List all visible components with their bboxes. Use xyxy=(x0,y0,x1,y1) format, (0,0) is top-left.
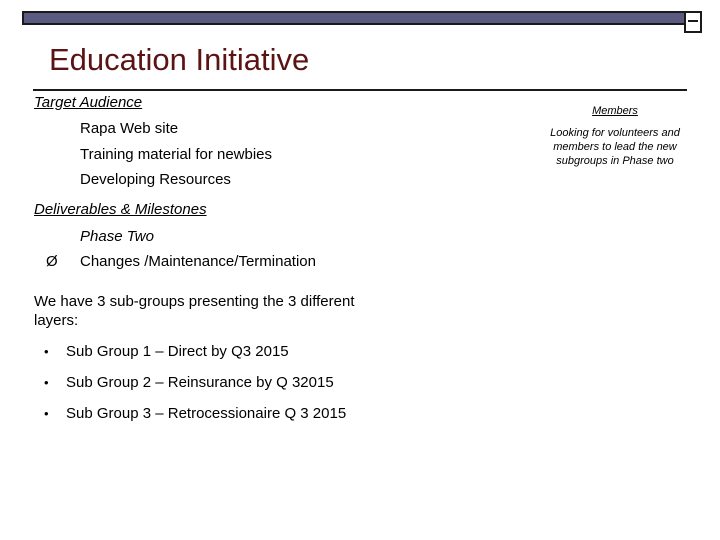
deliverables-heading: Deliverables & Milestones xyxy=(34,201,207,218)
header-bar xyxy=(22,11,702,25)
bullet-icon: • xyxy=(44,406,49,421)
header-corner-box xyxy=(684,11,702,33)
slide-title: Education Initiative xyxy=(49,42,310,77)
target-audience-item: Rapa Web site xyxy=(80,120,179,137)
members-note xyxy=(525,126,705,168)
subgroup-item: Sub Group 2 – Reinsurance by Q 32015 xyxy=(66,374,334,391)
members-note-line: subgroups in Phase two xyxy=(556,155,674,167)
arrow-bullet-icon: Ø xyxy=(46,253,58,270)
subgroup-item: Sub Group 3 – Retrocessionaire Q 3 2015 xyxy=(66,405,347,422)
intro-line-2: layers: xyxy=(34,312,79,329)
target-audience-item: Training material for newbies xyxy=(80,146,273,163)
deliverable-item: Changes /Maintenance/Termination xyxy=(80,253,316,270)
bullet-icon: • xyxy=(44,344,49,359)
bullet-icon: • xyxy=(44,375,49,390)
intro-line-1: We have 3 sub-groups presenting the 3 different xyxy=(34,293,355,310)
phase-label: Phase Two xyxy=(80,228,154,245)
members-heading: Members xyxy=(592,105,638,117)
target-audience-heading: Target Audience xyxy=(34,94,143,111)
title-divider xyxy=(33,89,687,91)
members-note-line: Looking for volunteers and xyxy=(550,127,680,139)
members-note-line: members to lead the new xyxy=(553,141,677,153)
target-audience-item: Developing Resources xyxy=(80,171,231,188)
subgroup-item: Sub Group 1 – Direct by Q3 2015 xyxy=(66,343,289,360)
